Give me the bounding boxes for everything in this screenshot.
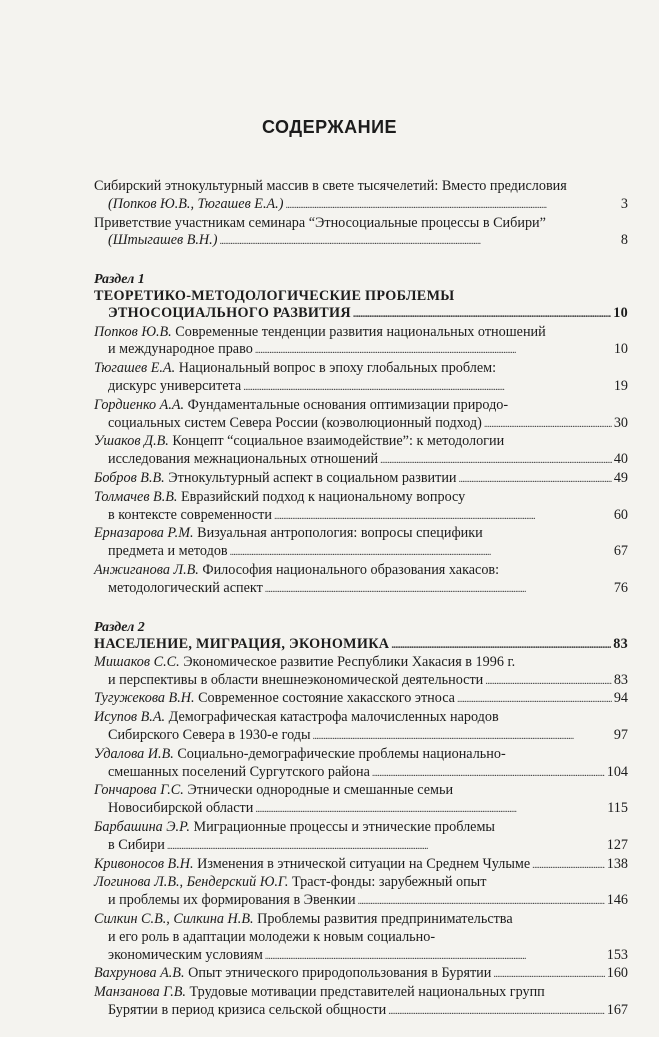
toc-line <box>94 451 628 470</box>
toc-line-text <box>94 874 486 892</box>
toc-page-number: 83 <box>613 671 628 688</box>
toc-line <box>94 543 628 562</box>
toc-page-number: 19 <box>613 377 628 394</box>
toc-author: Кривоносов В.Н. <box>94 855 194 872</box>
toc-author: Силкин С.В., Силкина Н.В. <box>94 910 254 927</box>
toc-line-text <box>94 470 457 488</box>
toc-entry[interactable] <box>94 470 628 489</box>
toc-entry[interactable] <box>94 782 628 819</box>
toc-line-text <box>94 782 453 800</box>
toc-line <box>94 837 628 856</box>
toc-line-text <box>94 489 465 507</box>
toc-line-text <box>108 378 241 396</box>
toc-line <box>94 215 628 233</box>
toc-title: социальных систем Севера России (коэволюционный подход) <box>108 414 482 431</box>
toc-line <box>94 690 628 709</box>
toc-page-number: 30 <box>613 414 628 431</box>
toc-line <box>94 800 628 819</box>
section-title-text: ЭТНОСОЦИАЛЬНОГО РАЗВИТИЯ <box>108 305 351 322</box>
toc-page-number: 146 <box>606 892 628 909</box>
toc-author: Логинова Л.В., Бендерский Ю.Г. <box>94 874 289 891</box>
toc-line-text <box>108 543 228 561</box>
section-title[interactable] <box>94 288 628 305</box>
dot-leader <box>388 1002 605 1021</box>
toc-line <box>94 489 628 507</box>
toc-author: Тугужекова В.Н. <box>94 690 195 707</box>
toc-line-text <box>94 911 513 929</box>
dot-leader <box>230 543 612 562</box>
toc-author: (Штыгашев В.Н.) <box>108 232 218 249</box>
toc-page-number: 10 <box>613 305 628 322</box>
toc-page-number: 115 <box>607 800 628 817</box>
dot-leader <box>219 232 618 251</box>
toc-line-text <box>94 709 499 727</box>
toc-line-text <box>108 232 217 250</box>
toc-line-text <box>108 929 435 947</box>
toc-line-text <box>108 672 483 690</box>
toc-title: в Сибири <box>108 836 165 853</box>
toc-author: Анжиганова Л.В. <box>94 561 199 578</box>
toc-title: Евразийский подход к национальному вопросу <box>177 488 466 505</box>
toc-page-number: 8 <box>620 232 628 249</box>
toc-entry[interactable] <box>94 856 628 875</box>
toc-line <box>94 984 628 1002</box>
toc-line-text <box>108 727 311 745</box>
dot-leader <box>485 672 612 691</box>
dot-leader <box>353 305 611 323</box>
toc-line <box>94 911 628 929</box>
toc-line-text <box>94 690 455 708</box>
toc-page-number: 94 <box>613 690 628 707</box>
toc-line-text <box>94 746 506 764</box>
toc-line-text <box>108 415 482 433</box>
toc-title: Социально-демографические проблемы национально- <box>173 745 506 762</box>
toc-line <box>94 525 628 543</box>
toc-title: Сибирский этнокультурный массив в свете тысячелетий: Вместо предисловия <box>94 178 567 194</box>
section-title[interactable] <box>94 636 628 654</box>
toc-line-text <box>108 947 263 965</box>
toc-line-text <box>94 819 495 837</box>
toc-line <box>94 507 628 526</box>
toc-line <box>94 178 628 196</box>
toc-author: Толмачев В.В. <box>94 488 178 505</box>
dot-leader <box>243 378 612 397</box>
toc-page-number: 10 <box>613 341 628 358</box>
toc-title: в контексте современности <box>108 506 272 523</box>
dot-leader <box>265 947 605 966</box>
toc-entry[interactable] <box>94 324 628 361</box>
toc-line-text <box>94 984 545 1002</box>
toc-line <box>94 360 628 378</box>
toc-title: Философия национального образования хакасов: <box>198 561 500 578</box>
toc-entry[interactable] <box>94 178 628 215</box>
toc-entry[interactable] <box>94 525 628 562</box>
toc-line-text <box>94 215 546 233</box>
toc-line-text <box>94 856 530 874</box>
toc-entry[interactable] <box>94 984 628 1021</box>
toc-page-number: 67 <box>613 543 628 560</box>
toc-line <box>94 1002 628 1021</box>
toc-title: предмета и методов <box>108 543 228 560</box>
dot-leader <box>457 690 612 709</box>
toc-line <box>94 562 628 580</box>
section-gap <box>94 599 628 619</box>
toc-line-text <box>94 360 496 378</box>
toc-author: Барбашина Э.Р. <box>94 818 190 835</box>
toc-title: Бурятии в период кризиса сельской общности <box>108 1001 387 1018</box>
toc-page-number: 49 <box>613 469 628 486</box>
toc-line-text <box>108 341 253 359</box>
toc-author: Тюгашев Е.А. <box>94 360 176 377</box>
section-gap <box>94 251 628 271</box>
toc-line <box>94 580 628 599</box>
toc-line <box>94 947 628 966</box>
toc-title: Современные тенденции развития национальных отношений <box>171 323 546 340</box>
toc-title: Проблемы развития предпринимательства <box>253 910 513 927</box>
toc-line <box>94 709 628 727</box>
toc-line <box>94 341 628 360</box>
toc-author: Манзанова Г.В. <box>94 984 186 1001</box>
section-label: Раздел 1 <box>94 272 145 288</box>
toc-title: Миграционные процессы и этнические проблемы <box>189 818 495 835</box>
toc-page-number: 83 <box>613 635 628 652</box>
toc-author: Бобров В.В. <box>94 469 165 486</box>
toc-title: методологический аспект <box>108 579 263 596</box>
table-of-contents <box>94 178 628 1021</box>
toc-entry[interactable] <box>94 654 628 691</box>
toc-line <box>94 727 628 746</box>
toc-line <box>94 654 628 672</box>
dot-leader <box>285 196 618 215</box>
toc-page-number: 167 <box>606 1001 628 1018</box>
toc-entry[interactable] <box>94 690 628 709</box>
toc-line-text <box>94 965 491 983</box>
dot-leader <box>313 727 612 746</box>
toc-page-number: 60 <box>613 506 628 523</box>
toc-page-number: 127 <box>606 836 628 853</box>
toc-title: исследования межнациональных отношений <box>108 451 379 468</box>
toc-line <box>94 470 628 489</box>
toc-title: Новосибирской области <box>108 800 254 817</box>
toc-line <box>94 232 628 251</box>
toc-line <box>94 819 628 837</box>
toc-line <box>94 856 628 875</box>
toc-author: Удалова И.В. <box>94 745 174 762</box>
toc-entry[interactable] <box>94 489 628 526</box>
section-title-text: ТЕОРЕТИКО-МЕТОДОЛОГИЧЕСКИЕ ПРОБЛЕМЫ <box>94 288 455 305</box>
toc-line <box>94 874 628 892</box>
dot-leader <box>167 837 605 856</box>
toc-author: Ушаков Д.В. <box>94 433 169 450</box>
page-title: СОДЕРЖАНИЕ <box>261 117 398 137</box>
toc-page-number: 76 <box>613 579 628 596</box>
toc-title: Этнокультурный аспект в социальном развитии <box>164 469 457 486</box>
toc-entry[interactable] <box>94 911 628 965</box>
dot-leader <box>380 451 612 470</box>
toc-title: Концепт “социальное взаимодействие”: к методологии <box>168 433 505 450</box>
toc-line-text <box>94 397 508 415</box>
toc-page-number: 97 <box>613 726 628 743</box>
dot-leader <box>493 965 604 984</box>
dot-leader <box>255 341 612 360</box>
toc-author: (Попков Ю.В., Тюгашев Е.А.) <box>108 195 284 212</box>
toc-title: Траст-фонды: зарубежный опыт <box>288 874 487 891</box>
toc-title: Опыт этнического природопользования в Бурятии <box>184 965 492 982</box>
toc-page-number: 138 <box>606 855 628 872</box>
toc-line <box>94 892 628 911</box>
dot-leader <box>274 507 612 526</box>
toc-title: Приветствие участникам семинара “Этносоциальные процессы в Сибири” <box>94 214 546 231</box>
toc-line <box>94 782 628 800</box>
toc-line-text <box>94 324 546 342</box>
dot-leader <box>358 892 605 911</box>
toc-title: Визуальная антропология: вопросы специфики <box>193 525 483 542</box>
toc-entry[interactable] <box>94 433 628 470</box>
toc-title: Экономическое развитие Республики Хакасия в 1996 г. <box>179 653 516 670</box>
toc-line <box>94 929 628 947</box>
toc-page-number: 40 <box>613 451 628 468</box>
toc-line-text <box>94 178 567 196</box>
toc-line <box>94 397 628 415</box>
dot-leader <box>459 470 612 489</box>
section-title-text: НАСЕЛЕНИЕ, МИГРАЦИЯ, ЭКОНОМИКА <box>94 635 390 652</box>
toc-author: Ерназарова Р.М. <box>94 525 194 542</box>
toc-entry[interactable] <box>94 360 628 397</box>
dot-leader <box>255 800 605 819</box>
toc-line <box>94 378 628 397</box>
toc-author: Исупов В.А. <box>94 709 166 726</box>
toc-entry[interactable] <box>94 709 628 746</box>
toc-title: Демографическая катастрофа малочисленных народов <box>165 709 499 726</box>
toc-line-text <box>94 433 504 451</box>
toc-entry[interactable] <box>94 746 628 783</box>
dot-leader <box>532 856 605 875</box>
toc-page-number: 104 <box>606 763 628 780</box>
dot-leader <box>484 415 612 434</box>
toc-line <box>94 433 628 451</box>
toc-entry[interactable] <box>94 965 628 984</box>
toc-title: Изменения в этнической ситуации на Среднем Чулыме <box>193 855 531 872</box>
toc-author: Гордиенко А.А. <box>94 396 185 413</box>
toc-line-text <box>94 525 483 543</box>
dot-leader <box>372 764 605 783</box>
section-label: Раздел 2 <box>94 619 145 635</box>
toc-page-number: 160 <box>606 965 628 982</box>
toc-title: Национальный вопрос в эпоху глобальных проблем: <box>175 360 497 377</box>
toc-line <box>94 746 628 764</box>
toc-title: экономическим условиям <box>108 946 263 963</box>
toc-title: дискурс университета <box>108 377 242 394</box>
toc-author: Попков Ю.В. <box>94 323 172 340</box>
toc-line <box>94 965 628 984</box>
toc-line <box>94 196 628 215</box>
toc-entry[interactable] <box>94 562 628 599</box>
toc-author: Гончарова Г.С. <box>94 782 184 799</box>
toc-line-text <box>108 580 263 598</box>
toc-line <box>94 764 628 783</box>
toc-line-text <box>108 892 356 910</box>
toc-line-text <box>108 507 272 525</box>
dot-leader <box>391 636 611 654</box>
dot-leader <box>265 580 612 599</box>
toc-line-text <box>94 562 499 580</box>
toc-entry[interactable] <box>94 874 628 911</box>
toc-page-number: 3 <box>620 195 628 212</box>
toc-line-text <box>108 196 283 214</box>
toc-author: Мишаков С.С. <box>94 653 180 670</box>
toc-line <box>94 324 628 342</box>
toc-line <box>94 415 628 434</box>
toc-title: Фундаментальные основания оптимизации природо- <box>184 396 509 413</box>
toc-line-text <box>108 1002 386 1020</box>
toc-line-text <box>108 800 253 818</box>
toc-entry[interactable] <box>94 819 628 856</box>
toc-title: и международное право <box>108 341 253 358</box>
section-title[interactable] <box>94 305 628 323</box>
toc-page-number: 153 <box>606 946 628 963</box>
toc-title: Трудовые мотивации представителей национальных групп <box>185 984 545 1001</box>
toc-line <box>94 672 628 691</box>
toc-title: и перспективы в области внешнеэкономической деятельности <box>108 671 484 688</box>
toc-title: смешанных поселений Сургутского района <box>108 763 370 780</box>
toc-line-text <box>108 451 378 469</box>
toc-title: Этнически однородные и смешанные семьи <box>183 782 454 799</box>
toc-entry[interactable] <box>94 215 628 252</box>
toc-line-text <box>108 837 165 855</box>
toc-line-text <box>94 654 515 672</box>
toc-author: Вахрунова А.В. <box>94 965 185 982</box>
toc-entry[interactable] <box>94 397 628 434</box>
toc-title: и его роль в адаптации молодежи к новым социально- <box>108 928 436 945</box>
toc-line-text <box>108 764 370 782</box>
toc-title: Современное состояние хакасского этноса <box>194 690 455 707</box>
toc-title: Сибирского Севера в 1930-е годы <box>108 726 311 743</box>
toc-title: и проблемы их формирования в Эвенкии <box>108 892 356 909</box>
